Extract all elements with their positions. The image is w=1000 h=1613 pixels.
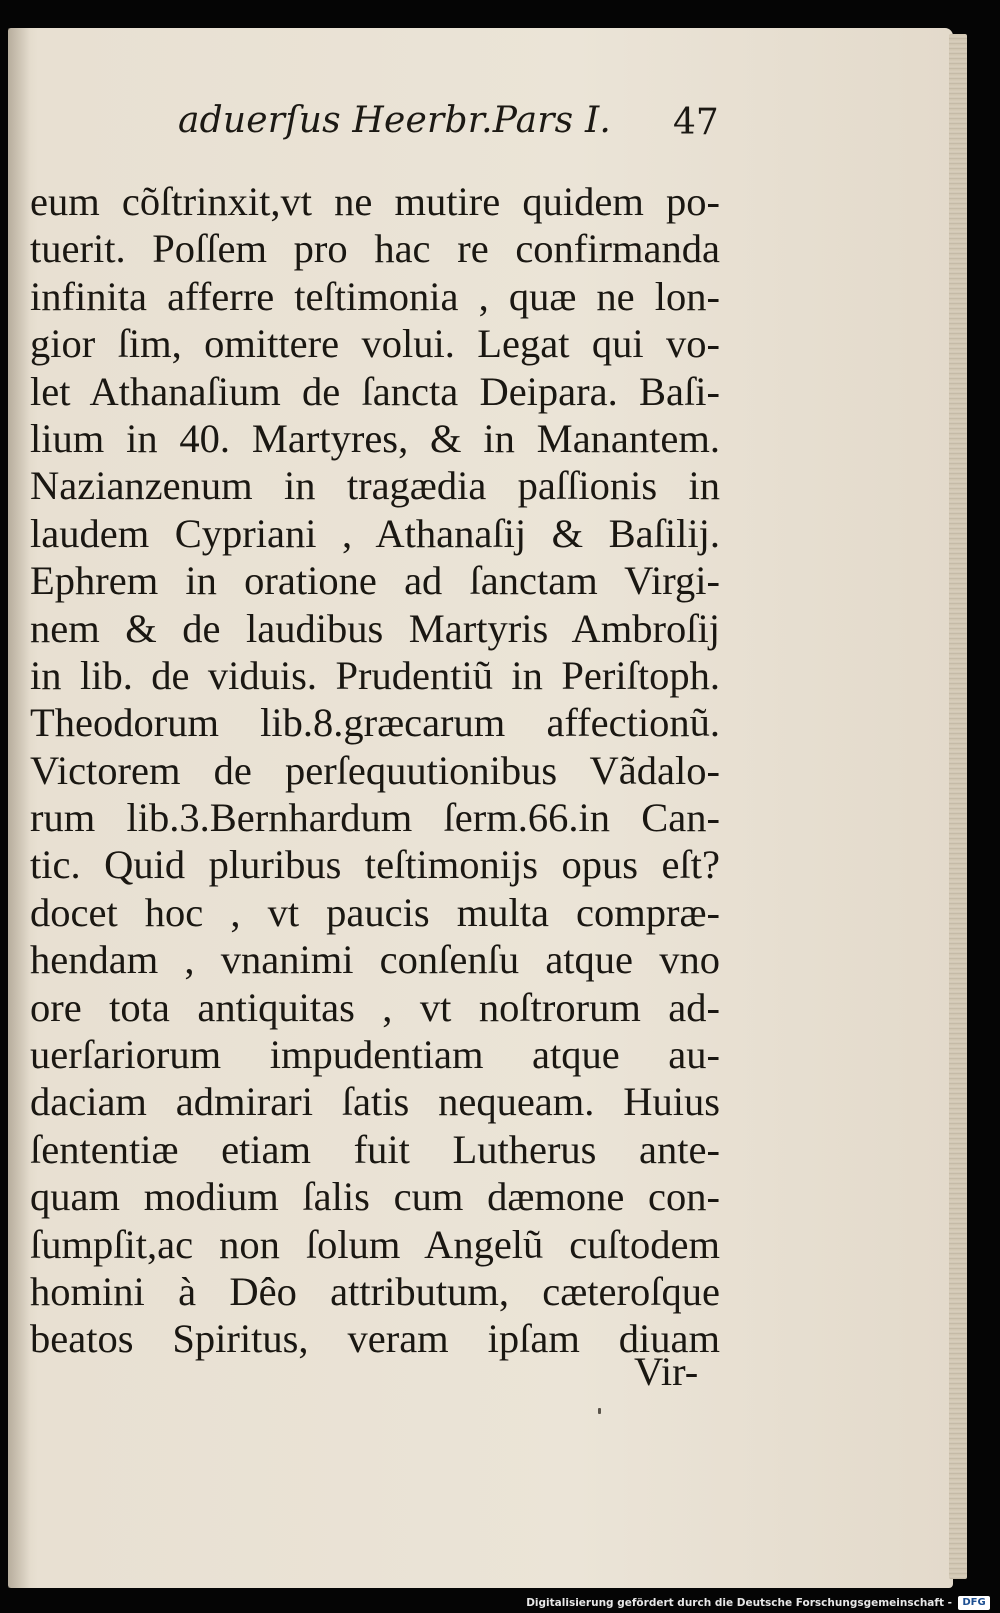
text-line: Victorem de perſequutionibus Vãdalo- [30,747,720,793]
text-line: beatos Spiritus, veram ipſam diuam [30,1316,720,1362]
text-line: tuerit. Poſſem pro hac re confirmanda [30,226,720,272]
running-head: aduerſus Heerbr.Pars I. [178,100,612,141]
text-line: rum lib.3.Bernhardum ſerm.66.in Can- [30,795,720,841]
page-number: 47 [673,102,719,143]
text-line: laudem Cypriani , Athanaſij & Baſilij. [30,510,720,556]
text-line: nem & de laudibus Martyris Ambroſij [30,605,720,651]
text-line: gior ſim, omittere volui. Legat qui vo- [30,321,720,367]
book-page [8,28,953,1588]
text-line: daciam admirari ſatis nequeam. Huius [30,1079,720,1125]
dfg-logo: DFG [958,1596,990,1610]
text-line: docet hoc , vt paucis multa compræ- [30,889,720,935]
text-line: infinita afferre teſtimonia , quæ ne lon- [30,273,720,319]
text-line: ſumpſit,ac non ſolum Angelũ cuſtodem [30,1221,720,1267]
paper-speck [598,1408,601,1414]
text-line: ore tota antiquitas , vt noſtrorum ad- [30,984,720,1030]
body-text [30,178,720,1363]
text-line: ſententiæ etiam fuit Lutherus ante- [30,1126,720,1172]
text-line: tic. Quid pluribus teſtimonijs opus eſt? [30,842,720,888]
text-line: eum cõſtrinxit,vt ne mutire quidem po- [30,179,720,224]
text-line: Ephrem in oratione ad ſanctam Virgi- [30,558,720,604]
digitization-credit: Digitalisierung gefördert durch die Deutsche Forschungsgemeinschaft - [526,1597,952,1609]
text-line: Nazianzenum in tragædia paſſionis in [30,463,720,509]
text-line: in lib. de viduis. Prudentiũ in Periſtoph. [30,652,720,698]
text-line: homini à Dêo attributum, cæteroſque [30,1268,720,1314]
gutter-shadow [8,28,30,1588]
text-line: hendam , vnanimi conſenſu atque vno [30,937,720,983]
text-line: let Athanaſium de ſancta Deipara. Baſi- [30,368,720,414]
text-line: uerſariorum impudentiam atque au- [30,1032,720,1078]
text-line: quam modium ſalis cum dæmone con- [30,1174,720,1220]
text-line: lium in 40. Martyres, & in Manantem. [30,415,720,461]
page-fore-edge [949,34,967,1579]
text-line: Theodorum lib.8.græcarum affectionũ. [30,700,720,746]
catchword: Vir- [634,1349,699,1394]
